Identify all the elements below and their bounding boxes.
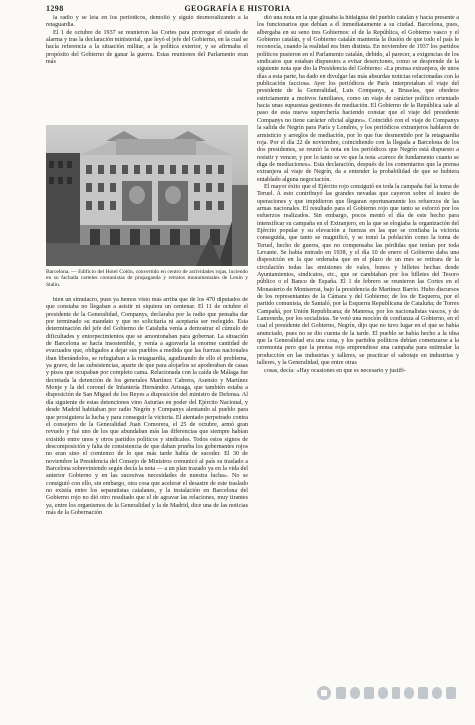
paragraph: bien un simulacro, pues ya hemos visto más arriba que de los 470 diputados de que constaba no llegaban a asistir ni siquiera un centenar. El 11 de octubre el presidente de la Generalidad, Companys, declaraba por la radio que pensaba dar por terminado su mandato y que no solicitaría ni aceptaría ser reelegido. Esta determinación del jefe del Gobierno de Cataluña venía a demostrar el cúmulo de dificultades y entorpecimientos que se amontonaban para gobernar. La situación de Barcelona se hacía insostenible, y venía a agravarla la enorme cantidad de evacuados que, obligados a dejar sus pueblos a medida que las fuerzas nacionales iban liberándolos, se refugiaban a la retaguardia, agudizando de ello el problema, ya grave, de las subsistencias, aparte de que para alojarlos se apoderaban de casas y pisos que ocupaban por completo cama. Relacionada con la caída de Málaga fue decretada la detención de los generales Martínez Cabrera, Asensio y Martínez Monje y la del coronel de Infantería Hernández Arteaga, que también estaba a disposición de San Miguel de los Reyes a disposición del ministro de Defensa. Al día siguiente de estas detenciones vino Asturias en poder del Ejército Nacional, y desde Madrid habitaban por radio Negrín y Companys alentando al pueblo para que prosiguiera la lucha y para conseguir la victoria. El atentado perpetrado contra el consejero de la Generalidad Juan Comorera, el 25 de octubre, armó gran revuelo y fué uno de los que abundaban más las diferencias que siempre habían existido entre unos y otros partidos políticos y sindicales. Todos estos signos de descomposición y falta de consistencia de que daban prueba los gobernantes rojos no eran sino el comienzo de lo que más tarde había de suceder. El 30 de noviembre la Presidencia del Consejo de Ministros comunicó al país su traslado a Barcelona sobreviniendo según decía la nota — a un plan trazado ya en la vida del anterior Gobierno y en las sucesivas necesidades de nuestra lucha». No se consiguió con ello, sin embargo, otra cosa que acelerar el desastre de este traslado no existía entre los separatistas catalanes, y la instalación en Barcelona del Gobierno rojo no dió otro resultado que el de agravar las relaciones, muy tirantes ya, entre los organismos de la Generalidad y la de Madrid, dice una de las noticias más de la Gobernación (46, 297, 248, 516)
page-number: 1298 (46, 4, 64, 13)
running-title: GEOGRAFÍA E HISTORIA (184, 4, 291, 13)
left-column (46, 15, 248, 640)
left-column-bottom-text (46, 297, 248, 640)
photo-caption: Barcelona. — Edificio del Hotel Colón, convertido en centro de actividades rojas, luciendo en su fachada carteles comunistas de propaganda y retratos monumentales de Lenin y Stalin. (46, 269, 248, 288)
paragraph: El mayor éxito que el Ejército rojo consiguió en toda la campaña fué la toma de Teruel. A esto contribuyó las grandes nevadas que cayeron sobre el teatro de operaciones y que impidieron que llegaran oportunamente los refuerzos de las armas nacionales. El resultado para el Gobierno rojo que tanto se esforzó por los esfuerzos realizados. Sin embargo, pocos mentó el día de este hecho para intensificar su campaña en el Extranjero, en la que se elogiaba la organización del Ejército popular y su elevación a fuerzas en las que se confiaba la victoria conseguida, que tanto se magnificó, y se tomó la población como la toma de Teruel, hecho de guerra, que no compensaba las pérdidas que tenían por toda Levante. Se había entrado en 1938, y el día 10 de enero el Gobierno daba una disposición en la que ordenaba que en el plazo de un mes se retirara de la circulación todas las emisiones de vales, bonos y billetes hechas desde Ayuntamientos, sindicatos, etc., que se cambiaban por los billetes del Tesoro público o el Banco de España. El 1 de febrero se reunieron las Cortes en el Monasterio de Montserrat, bajo la presidencia de Martínez Barrio. Hubo discursos de los representantes de la Cámara y del Gobierno; de los de Esquerra, por el partido comunista, de Santaló, por la Esquerra Republicana de Cataluña; de Torres Campañá, por Unión Republicana; de Manresa, por los nacionalistas vascos, y de Lamoneda, por los socialistas. Se votó una moción de confianza al Gobierno, en el cual el presidente del Gobierno, Negrín, dijo que no tuvo lugar en el que se había anunciado, pues no se dio cuenta de la tarde. El pueblo se había hecho a la idea que la Generalidad era una cosa, y los partidos políticos debían comenzarse a la ceremonia pero que la prensa roja emprendiese una campaña para estimular la producción en las industrias y talleres, se practicar el sabotaje en industrias y talleres, y la Generalidad, que entre otras (257, 183, 459, 367)
paragraph: dió una nota en la que glosaba la hidalguía del pueblo catalán y hacía presente a los funcionarios que debían a él inmediatamente a su ciudad. Barcelona, pues, albergaba en su seno tres Gobiernos: el de la República, el Gobierno vasco y el Gobierno catalán, y el Gobierno catalán mantenía la ilusión de que todo el país le reconocía, cuando la realidad era bien distinta. En noviembre de 1937 los partidos políticos pusieron en el Parlamento catalán, debido, al parecer, a exigencias de los sindicatos que estaban dispuestos a evitar deserciones, como se desprende de la siguiente nota que dio la Presidencia del Gobierno: «La prensa extranjera, de unos días a esta parte, ha dado en divulgar las más absurdas noticias relacionadas con la publicación facciosa. Ayer los periódicos de París interpretaban el viaje del presidente de la Generalidad, Luis Companys, a Bruselas, que obedece estrictamente a motivos familiares, como un viaje de carácter político orientado hacia unas supuestas gestiones de mediación. El Gobierno de la República sale al paso de esta nueva superchería haciendo constar que el viaje del presidente Companys no tiene carácter oficial alguno». Coincidió con el viaje de Companys la salida de Negrín para París y Londres, y los periódicos extranjeros hablaron de armisticio y arreglos de mediación, por lo que fue desmentido por la retaguardia roja. Por el día 22 de noviembre, coincidiendo con la llegada a Barcelona de los dos presidentes, se reunió la nota en los periódicos que Negrín está dispuesto a resistir y vencer, y por lo tanto se ve que la nota «carece de fundamento cuanto se diga de mediaciones». Esta declaración, después de los comentarios que la prensa extranjera al viaje de Negrín, da a entender la probabilidad de que se hubiera entablado alguna negociación. (257, 15, 459, 183)
hotel-colon-photograph (46, 125, 248, 266)
paragraph: El 1 de octubre de 1937 se reunieron las Cortes para prorrogar el estado de alarma y tras la declaración ministerial, que leyó el jefe del Gobierno, en la cual se hacía referencia a la situación militar, a la política exterior, y se afirmaba el propósito del Gobierno de ganar la guerra. Estas reuniones del Parlamento eran más (46, 29, 248, 66)
right-column (257, 15, 459, 640)
watermark-logo (316, 678, 466, 708)
left-column-top-text (46, 15, 248, 127)
paragraph: cosas, decía: «Hay ocasiones en que es necesario y justifi- (264, 367, 406, 374)
paragraph: la radio y se leía en los periódicos, demolió y siguió desmoralizando a la retaguardia. (46, 15, 248, 29)
